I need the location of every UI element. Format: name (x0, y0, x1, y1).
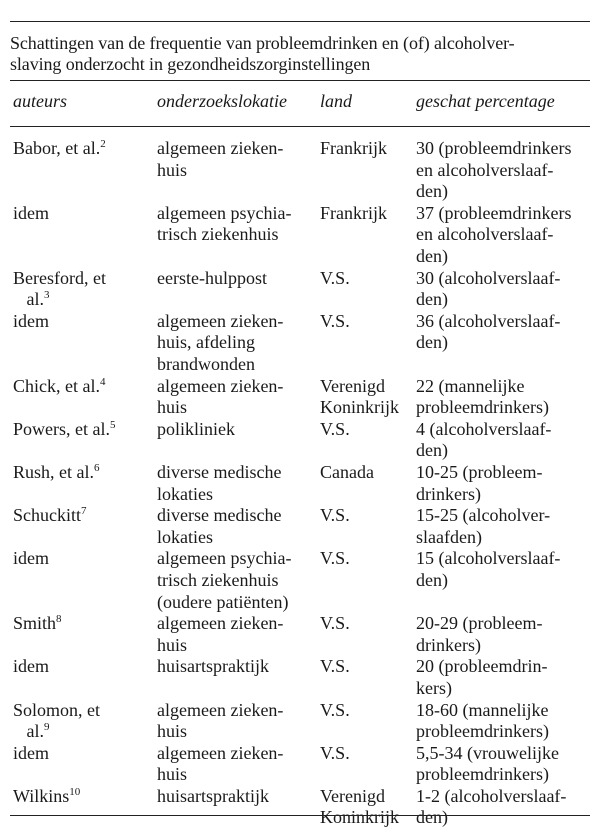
cell-percentage: 15-25 (alcoholver- slaafden) (416, 505, 551, 547)
caption-rule (10, 80, 590, 81)
cell-location: diverse medische lokaties (157, 505, 282, 547)
reference-number: 5 (109, 418, 116, 431)
author-name: Powers, et al. (13, 418, 110, 439)
cell-author (13, 613, 153, 635)
author-name: idem (13, 548, 49, 569)
table-row (0, 268, 600, 311)
cell-location: algemeen psychia- trisch ziekenhuis (oudere patiënten) (157, 548, 292, 612)
cell-country: V.S. (320, 267, 350, 288)
cell-author (13, 138, 153, 160)
author-name: Wilkins (13, 785, 70, 806)
author-name: Chick, et al. (13, 375, 100, 396)
cell-location: algemeen zieken- huis (157, 742, 284, 785)
cell-country: V.S. (320, 656, 350, 677)
table-row (0, 419, 600, 462)
cell-country: Verenigd Koninkrijk (320, 375, 399, 418)
cell-author (13, 505, 153, 527)
cell-percentage: 36 (alcoholverslaaf- den) (416, 310, 561, 353)
author-name: Smith (13, 613, 57, 634)
cell-author (13, 548, 153, 570)
top-rule (10, 21, 590, 22)
cell-country: V.S. (320, 310, 350, 331)
cell-percentage: 4 (alcoholverslaaf- den) (416, 418, 552, 461)
reference-number: 6 (94, 461, 100, 474)
table-row (0, 138, 600, 203)
author-name: Rush, et al. (13, 461, 94, 482)
reference-number: 10 (69, 785, 81, 798)
table-body (0, 138, 600, 829)
author-name: idem (13, 310, 49, 331)
author-name: Solomon, et al. (13, 699, 101, 742)
cell-location: huisartspraktijk (157, 785, 269, 806)
cell-percentage: 1-2 (alcoholverslaaf- den) (416, 785, 567, 828)
cell-location: algemeen zieken- huis (157, 613, 284, 655)
cell-author (13, 462, 153, 484)
cell-location: algemeen zieken- huis (157, 138, 284, 180)
cell-author (13, 786, 153, 808)
table-caption: Schattingen van de frequentie van probleemdrinken en (of) alcoholver- slaving onderzocht in gezondheidszorginstellingen (10, 33, 515, 74)
reference-number: 9 (44, 721, 50, 734)
table-row (0, 786, 600, 829)
cell-author (13, 203, 153, 225)
author-name: Babor, et al. (13, 138, 101, 158)
cell-percentage: 15 (alcoholverslaaf- den) (416, 548, 561, 590)
cell-author (13, 743, 153, 765)
cell-percentage: 10-25 (probleem- drinkers) (416, 461, 543, 504)
cell-percentage: 20 (probleemdrin- kers) (416, 656, 548, 698)
cell-author (13, 700, 153, 743)
cell-author (13, 311, 153, 333)
cell-percentage: 18-60 (mannelijke probleemdrinkers) (416, 699, 549, 742)
cell-country: V.S. (320, 613, 350, 634)
table-row (0, 700, 600, 743)
author-name: idem (13, 656, 49, 677)
cell-country: V.S. (320, 548, 350, 569)
reference-number: 2 (100, 138, 106, 150)
cell-author (13, 376, 153, 398)
author-name: idem (13, 202, 49, 223)
table-row (0, 203, 600, 268)
table-row (0, 311, 600, 376)
table-row (0, 743, 600, 786)
cell-author (13, 419, 153, 441)
cell-country: Verenigd Koninkrijk (320, 785, 399, 828)
header-percentage: geschat percentage (416, 91, 555, 111)
reference-number: 7 (81, 505, 87, 518)
header-auteurs: auteurs (13, 91, 67, 111)
cell-country: Canada (320, 461, 374, 482)
cell-location: eerste-hulppost (157, 267, 267, 288)
table-row (0, 505, 600, 548)
cell-location: algemeen zieken- huis (157, 699, 284, 742)
cell-location: huisartspraktijk (157, 656, 269, 677)
cell-location: polikliniek (157, 418, 235, 439)
cell-country: V.S. (320, 418, 350, 439)
table-row (0, 376, 600, 419)
cell-percentage: 5,5-34 (vrouwelijke probleemdrinkers) (416, 742, 559, 785)
cell-percentage: 30 (probleemdrinkers en alcoholverslaaf- den) (416, 138, 572, 202)
table-row (0, 656, 600, 699)
table-row (0, 548, 600, 613)
cell-location: algemeen zieken- huis, afdeling brandwonden (157, 310, 284, 374)
reference-number: 4 (99, 375, 106, 388)
cell-location: algemeen zieken- huis (157, 375, 284, 418)
bottom-rule (10, 815, 590, 816)
cell-author (13, 656, 153, 678)
header-rule (10, 126, 590, 127)
cell-country: V.S. (320, 505, 350, 526)
cell-percentage: 30 (alcoholverslaaf- den) (416, 267, 561, 310)
reference-number: 8 (56, 613, 62, 626)
cell-percentage: 22 (mannelijke probleemdrinkers) (416, 375, 549, 418)
author-name: Beresford, et al. (13, 267, 106, 310)
cell-percentage: 20-29 (probleem- drinkers) (416, 613, 543, 655)
author-name: idem (13, 742, 49, 763)
cell-country: V.S. (320, 699, 350, 720)
cell-country: Frankrijk (320, 138, 387, 158)
header-land: land (320, 91, 353, 111)
cell-country: Frankrijk (320, 202, 387, 223)
header-onderzoekslokatie: onderzoekslokatie (157, 91, 287, 111)
cell-country: V.S. (320, 742, 350, 763)
cell-location: diverse medische lokaties (157, 461, 282, 504)
table-header (0, 90, 600, 114)
author-name: Schuckitt (13, 505, 81, 526)
reference-number: 3 (44, 289, 50, 302)
cell-percentage: 37 (probleemdrinkers en alcoholverslaaf- den) (416, 202, 572, 266)
table-row (0, 462, 600, 505)
cell-location: algemeen psychia- trisch ziekenhuis (157, 202, 292, 245)
cell-author (13, 268, 153, 311)
table-row (0, 613, 600, 656)
